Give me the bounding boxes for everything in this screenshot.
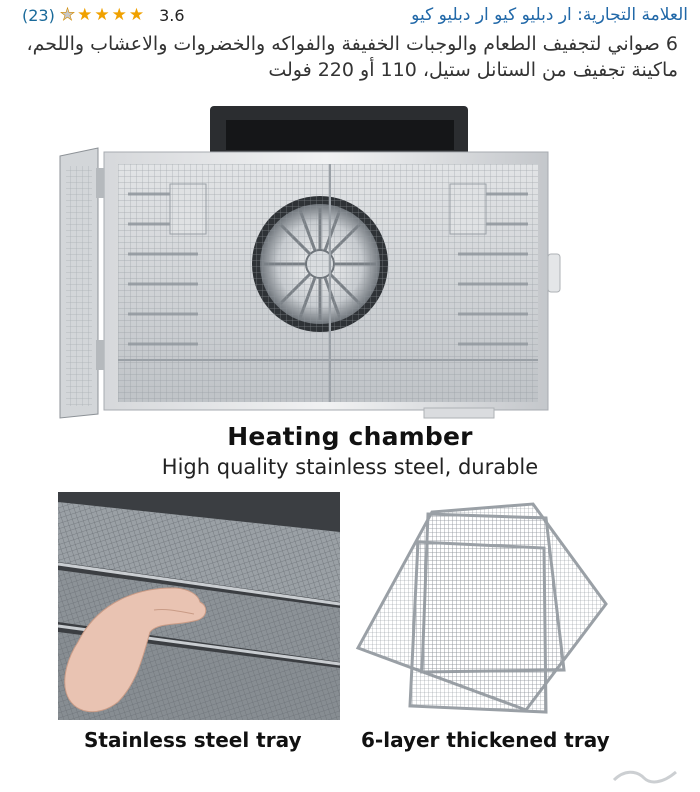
- star-rating: [59, 4, 145, 25]
- chamber-title: Heating chamber: [227, 422, 473, 451]
- star-filled-icon: ★: [94, 4, 110, 25]
- watermark-logo-icon: [610, 764, 680, 788]
- star-filled-icon: ★: [111, 4, 127, 25]
- brand-link[interactable]: العلامة التجارية: ار دبليو كيو ار دبليو كيو: [411, 5, 688, 25]
- rating-row[interactable]: [22, 2, 185, 28]
- star-empty-icon: ★: [59, 4, 76, 25]
- tray-caption-left: Stainless steel tray: [84, 728, 302, 752]
- dehydrator-chamber-image: [58, 104, 563, 424]
- rating-value: 3.6: [159, 5, 185, 25]
- stacked-trays-image: [348, 492, 638, 720]
- hand-tray-image: [58, 492, 340, 720]
- rating-count[interactable]: (23): [22, 5, 55, 25]
- product-header: [0, 0, 700, 100]
- product-title: 6 صواني لتجفيف الطعام والوجبات الخفيفة والفواكه والخضروات والاعشاب واللحم، ماكينة تجفيف من الستانل ستيل، 110 أو 220 فولت: [26, 33, 678, 81]
- tray-caption-right: 6-layer thickened tray: [361, 728, 610, 752]
- chamber-subtitle: High quality stainless steel, durable: [161, 455, 539, 479]
- star-filled-icon: ★: [128, 4, 145, 25]
- star-filled-icon: ★: [77, 4, 93, 25]
